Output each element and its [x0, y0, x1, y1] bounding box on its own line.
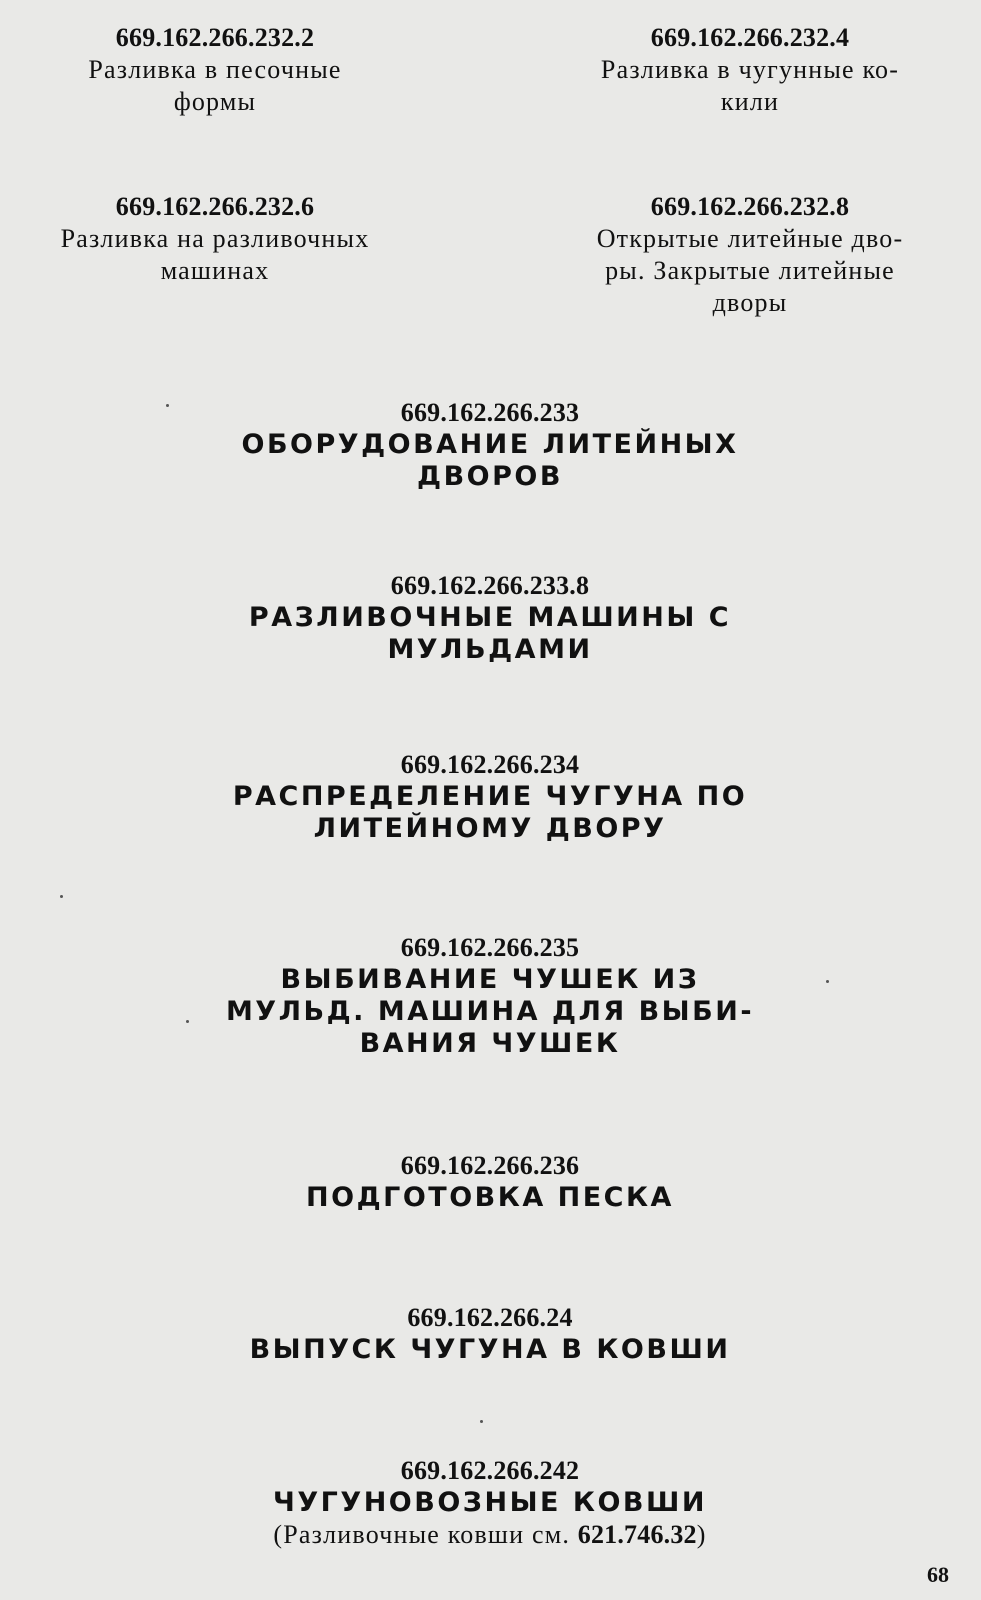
- scan-speck: [826, 980, 829, 983]
- section-heading-line: ДВОРОВ: [417, 461, 563, 492]
- section-233-8: [140, 570, 840, 666]
- entry-code: 669.162.266.232.4: [650, 23, 850, 52]
- section-235: [140, 932, 840, 1060]
- section-code: 669.162.266.236: [400, 1151, 580, 1180]
- entry-description-line: ры. Закрытые литейные: [605, 256, 895, 285]
- section-heading-line: ЧУГУНОВОЗНЫЕ КОВШИ: [273, 1487, 707, 1518]
- entry-code: 669.162.266.232.8: [650, 192, 850, 221]
- section-heading-line: ОБОРУДОВАНИЕ ЛИТЕЙНЫХ: [241, 429, 739, 460]
- section-heading-line: МУЛЬД. МАШИНА ДЛЯ ВЫБИ-: [225, 996, 755, 1027]
- entry-description-line: кили: [720, 87, 780, 116]
- scan-speck: [60, 895, 63, 898]
- section-code: 669.162.266.24: [407, 1303, 573, 1332]
- entry-232-6: [10, 191, 420, 287]
- entry-description-line: Разливка в песочные: [88, 55, 342, 84]
- section-heading-line: ЛИТЕЙНОМУ ДВОРУ: [313, 813, 667, 844]
- entry-description-line: дворы: [712, 288, 788, 317]
- section-heading-line: ВАНИЯ ЧУШЕК: [359, 1028, 621, 1059]
- entry-description-line: Разливка на разливочных: [60, 224, 370, 253]
- section-heading-line: МУЛЬДАМИ: [387, 634, 593, 665]
- section-234: [140, 749, 840, 845]
- entry-232-4: [545, 22, 955, 118]
- entry-232-8: [545, 191, 955, 319]
- section-heading-line: ВЫБИВАНИЕ ЧУШЕК ИЗ: [280, 964, 700, 995]
- section-code: 669.162.266.235: [400, 933, 580, 962]
- section-heading-line: РАСПРЕДЕЛЕНИЕ ЧУГУНА ПО: [232, 781, 748, 812]
- section-code: 669.162.266.234: [400, 750, 580, 779]
- section-heading-line: РАЗЛИВОЧНЫЕ МАШИНЫ С: [248, 602, 732, 633]
- scan-speck: [480, 1420, 483, 1423]
- section-heading-line: ПОДГОТОВКА ПЕСКА: [306, 1182, 674, 1213]
- section-233: [140, 397, 840, 493]
- entry-description-line: Открытые литейные дво-: [596, 224, 904, 253]
- section-code: 669.162.266.233: [400, 398, 580, 427]
- cross-reference-note: [140, 1519, 840, 1551]
- section-heading-line: ВЫПУСК ЧУГУНА В КОВШИ: [249, 1334, 731, 1365]
- section-236: [140, 1150, 840, 1214]
- entry-description-line: Разливка в чугунные ко-: [600, 55, 900, 84]
- entry-description-line: формы: [173, 87, 257, 116]
- section-code: 669.162.266.242: [400, 1456, 580, 1485]
- scan-speck: [166, 404, 169, 407]
- page-number: 68: [927, 1562, 949, 1587]
- entry-code: 669.162.266.232.6: [115, 192, 315, 221]
- entry-description-line: машинах: [160, 256, 270, 285]
- note-reference-code: 621.746.32: [577, 1520, 697, 1549]
- scan-speck: [186, 1020, 189, 1023]
- section-242: [140, 1455, 840, 1551]
- section-24: [140, 1302, 840, 1366]
- entry-232-2: [10, 22, 420, 118]
- note-prefix: (Разливочные ковши см.: [273, 1520, 578, 1549]
- note-suffix: ): [696, 1520, 707, 1549]
- entry-code: 669.162.266.232.2: [115, 23, 315, 52]
- section-code: 669.162.266.233.8: [390, 571, 590, 600]
